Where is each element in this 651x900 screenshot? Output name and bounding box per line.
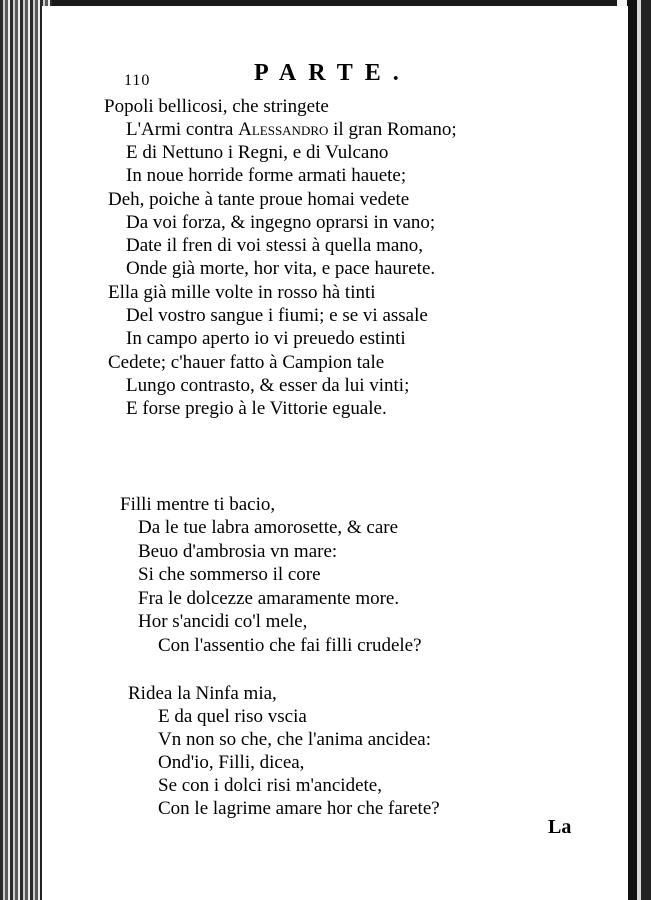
madrigal-line: Da le tue labra amorosette, & care	[138, 517, 399, 538]
catchword: La	[548, 816, 572, 838]
sonnet-line: E di Nettuno i Regni, e di Vulcano	[126, 142, 389, 163]
sonnet-line-start: L'Armi contra	[126, 119, 234, 140]
sonnet-line: E forse pregio à le Vittorie eguale.	[126, 398, 387, 419]
running-title: PARTE.	[254, 60, 411, 86]
sonnet-line: Ella già mille volte in rosso hà tinti	[108, 282, 376, 303]
book-page	[40, 6, 628, 900]
madrigal-line: Con le lagrime amare hor che farete?	[158, 798, 440, 819]
sonnet-line: Popoli bellicosi, che stringete	[104, 96, 329, 117]
sonnet-line: In noue horride forme armati hauete;	[126, 165, 407, 186]
madrigal-line: Beuo d'ambrosia vn mare:	[138, 541, 338, 562]
sonnet-line: Lungo contrasto, & esser da lui vinti;	[126, 375, 410, 396]
sonnet-line: In campo aperto io vi preuedo estinti	[126, 328, 406, 349]
page-number: 110	[124, 72, 151, 89]
sonnet-line: Date il fren di voi stessi à quella mano,	[126, 235, 424, 256]
madrigal-line: Con l'assentio che fai filli crudele?	[158, 635, 422, 656]
sonnet-line: Cedete; c'hauer fatto à Campion tale	[108, 352, 385, 373]
madrigal-line: Filli mentre ti bacio,	[120, 494, 276, 515]
sonnet-line-end: il gran Romano;	[333, 119, 457, 140]
sonnet-line: Deh, poiche à tante proue homai vedete	[108, 189, 410, 210]
sonnet-line: Onde già morte, hor vita, e pace haurete.	[126, 258, 436, 279]
madrigal-line: Vn non so che, che l'anima ancidea:	[158, 729, 432, 750]
madrigal-line: Si che sommerso il core	[138, 564, 321, 585]
madrigal-line: Ond'io, Filli, dicea,	[158, 752, 305, 773]
madrigal-line: Fra le dolcezze amaramente more.	[138, 588, 400, 609]
madrigal-line: E da quel riso vscia	[158, 706, 307, 727]
name-smallcaps: Alessandro	[238, 119, 329, 140]
madrigal-line: Se con i dolci risi m'ancidete,	[158, 775, 382, 796]
madrigal-line: Hor s'ancidi co'l mele,	[138, 611, 308, 632]
sonnet-line	[126, 119, 457, 141]
madrigal-line: Ridea la Ninfa mia,	[128, 683, 277, 704]
sonnet-line: Da voi forza, & ingegno oprarsi in vano;	[126, 212, 436, 233]
sonnet-line: Del vostro sangue i fiumi; e se vi assale	[126, 305, 428, 326]
